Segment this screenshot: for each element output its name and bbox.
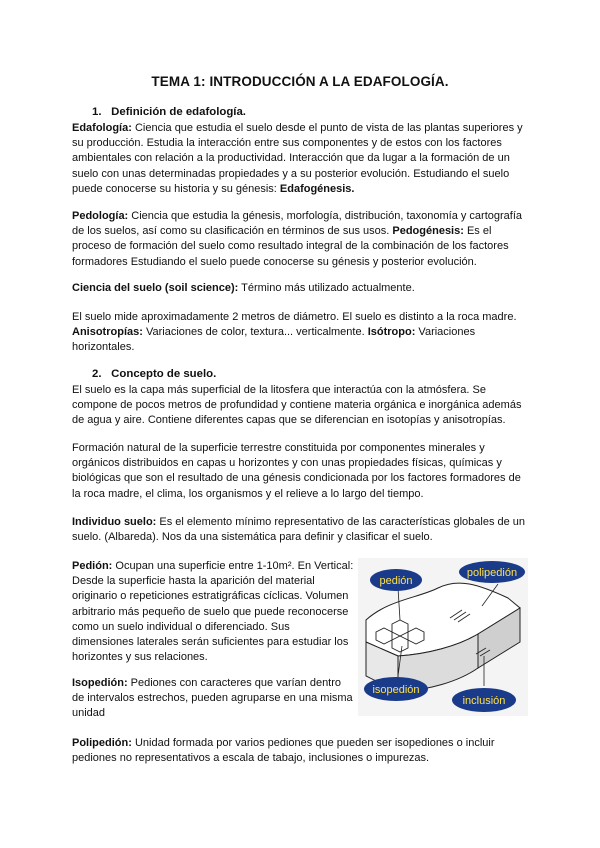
text-pedogenesis: Es el proceso de formación del suelo como resultado integral de la combinación de los factores formadores Estudiando el suelo puede conocerse su génesis y posterior evolución.: [72, 225, 509, 268]
term-edafogenesis: Edafogénesis.: [279, 182, 355, 195]
text-anisotropias: Variaciones de color, textura... verticalmente.: [142, 326, 368, 339]
text-isotropo: Variaciones horizontales.: [72, 326, 476, 354]
term-pedogenesis: Pedogénesis:: [392, 225, 464, 238]
text-suelo-capa: El suelo es la capa más superficial de la litosfera que interactúa con la atmósfera. Se compone de pocos metros de profundidad y contiene materia orgánica e inorgánica además de agua y aire. Contiene diferentes capas que se diferencian en isotopías y anisotropías.: [72, 384, 522, 427]
label-isopedion: isopedión: [372, 684, 420, 696]
paragraph-edafologia: [72, 121, 532, 197]
page-title: TEMA 1: INTRODUCCIÓN A LA EDAFOLOGÍA.: [151, 74, 449, 89]
term-anisotropias: Anisotropías:: [72, 326, 143, 339]
paragraph-ciencia-suelo: [72, 281, 532, 296]
paragraph-suelo-capa: [72, 383, 532, 429]
section-1-heading: [92, 106, 246, 118]
paragraph-pedion: [72, 559, 354, 665]
section-2-heading: [92, 368, 216, 380]
section-2-number: 2.: [92, 368, 102, 380]
term-isotropo: Isótropo:: [367, 326, 416, 339]
term-pedion: Pedión:: [72, 560, 113, 572]
paragraph-isopedion: [72, 676, 354, 722]
paragraph-formacion-natural: [72, 441, 532, 502]
term-individuo-suelo: Individuo suelo:: [72, 516, 157, 528]
paragraph-pedologia: [72, 209, 532, 270]
label-inclusion: inclusión: [462, 695, 506, 707]
text-polipedion: Unidad formada por varios pediones que pueden ser isopediones o incluir pediones no representativos a escala de tabajo, inclusiones o impurezas.: [72, 737, 495, 765]
term-polipedion: Polipedión:: [72, 737, 132, 749]
section-1-number: 1.: [92, 106, 102, 118]
paragraph-individuo-suelo: [72, 515, 532, 545]
label-polipedion: polipedión: [466, 567, 518, 579]
section-1-title: Definición de edafología.: [111, 106, 246, 118]
text-ciencia-suelo: Término más utilizado actualmente.: [238, 282, 415, 294]
term-pedologia: Pedología:: [72, 210, 129, 222]
term-ciencia-suelo: Ciencia del suelo (soil science):: [72, 282, 239, 294]
text-edafologia: Ciencia que estudia el suelo desde el punto de vista de las plantas superiores y su producción. Estudia la interacción entre sus componentes y de estos con los factores ambientales con relación a la productividad. Interacción que da lugar a la formación de un suelo con unas determinadas propiedades y a su posterior evolución. Estudiando el suelo puede conocerse su historia y su génesis:: [72, 122, 523, 195]
paragraph-polipedion: [72, 736, 532, 766]
text-pedologia: Ciencia que estudia la génesis, morfología, distribución, taxonomía y cartografía de los suelos, así como su clasificación en términos de sus usos.: [72, 210, 523, 238]
text-suelo-medida: El suelo mide aproximadamente 2 metros de diámetro. El suelo es distinto a la roca madre.: [72, 311, 517, 323]
text-individuo-suelo: Es el elemento mínimo representativo de las características globales de un suelo. (Albareda). Nos da una sistemática para definir y clasificar el suelo.: [72, 516, 526, 544]
text-formacion-natural: Formación natural de la superficie terrestre constituida por componentes minerales y orgánicos distribuidos en capas u horizontes y con unas propiedades físicas, químicas y biológicas que son el resultado de una génesis condicionada por los factores formadores de la roca madre, el clima, los organismos y el relieve a lo largo del tiempo.: [72, 442, 521, 500]
section-2-title: Concepto de suelo.: [111, 368, 217, 380]
paragraph-suelo-medida: [72, 310, 532, 356]
term-edafologia: Edafología:: [72, 122, 132, 134]
text-pedion: Ocupan una superficie entre 1-10m². En Vertical: Desde la superficie hasta la aparición del material originario o repeticiones estratigráficas cíclicas. Volumen arbitrario más pequeño de suelo que puede reconocerse como un suelo individual o diferenciado. Sus dimensiones laterales serán suficientes para estudiar los horizontes y sus relaciones.: [72, 560, 354, 664]
text-isopedion: Pediones con caracteres que varían dentro de intervalos estrechos, pueden agruparse en una misma unidad: [72, 677, 353, 720]
soil-units-diagram: [358, 558, 528, 716]
label-pedion: pedión: [379, 575, 413, 587]
term-isopedion: Isopedión:: [72, 677, 128, 689]
